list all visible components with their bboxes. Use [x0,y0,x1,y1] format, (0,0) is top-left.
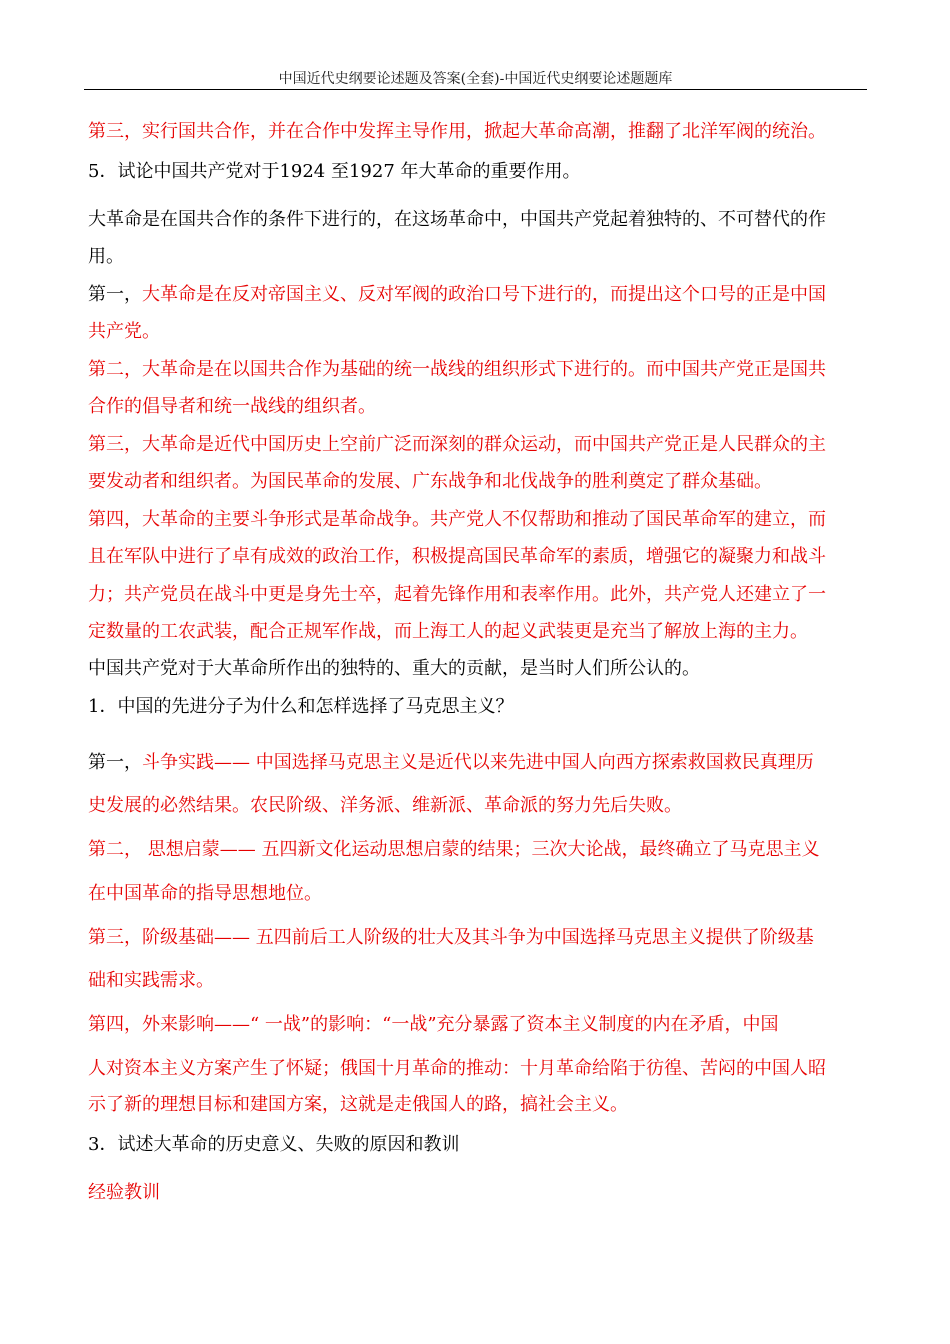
text-line [88,751,814,775]
question-heading: 5．试论中国共产党对于1924 至1927 年大革命的重要作用。 [88,161,581,182]
text-line: 第二，大革命是在以国共合作为基础的统一战线的组织形式下进行的。而中国共产党正是国共 [88,359,826,380]
question-heading: 1．中国的先进分子为什么和怎样选择了马克思主义？ [88,696,514,717]
text-line: 础和实践需求。 [88,970,214,991]
text-line: 共产党。 [88,321,160,342]
text-line: 史发展的必然结果。农民阶级、洋务派、维新派、革命派的努力先后失败。 [88,795,682,816]
text-line: 第四，大革命的主要斗争形式是革命战争。共产党人不仅帮助和推动了国民革命军的建立，而 [88,509,826,530]
text-line [88,283,826,307]
text-line: 第三，阶级基础—— 五四前后工人阶级的壮大及其斗争为中国选择马克思主义提供了阶级基 [88,927,814,948]
text-line: 人对资本主义方案产生了怀疑；俄国十月革命的推动：十月革命给陷于彷徨、苦闷的中国人昭 [88,1058,826,1079]
text-line: 第三，实行国共合作，并在合作中发挥主导作用，掀起大革命高潮，推翻了北洋军阀的统治。 [88,121,826,142]
text-line: 中国共产党对于大革命所作出的独特的、重大的贡献，是当时人们所公认的。 [88,658,700,679]
text-line: 第二， 思想启蒙—— 五四新文化运动思想启蒙的结果；三次大论战，最终确立了马克思主义 [88,839,820,860]
text-line: 力；共产党员在战斗中更是身先士卒，起着先锋作用和表率作用。此外，共产党人还建立了一 [88,584,826,605]
line-prefix: 第一， [88,284,142,305]
line-prefix: 第一， [88,752,142,773]
text-line: 第四，外来影响——“ 一战”的影响：“一战”充分暴露了资本主义制度的内在矛盾，中国 [88,1014,779,1035]
text-line: 要发动者和组织者。为国民革命的发展、广东战争和北伐战争的胜利奠定了群众基础。 [88,471,772,492]
text-line: 且在军队中进行了卓有成效的政治工作，积极提高国民革命军的素质，增强它的凝聚力和战斗 [88,546,826,567]
text-line: 示了新的理想目标和建国方案，这就是走俄国人的路，搞社会主义。 [88,1094,628,1115]
text-line: 第三，大革命是近代中国历史上空前广泛而深刻的群众运动，而中国共产党正是人民群众的主 [88,434,826,455]
section-label: 经验教训 [88,1182,160,1203]
text-line: 定数量的工农武装，配合正规军作战，而上海工人的起义武装更是充当了解放上海的主力。 [88,621,808,642]
text-line: 大革命是在国共合作的条件下进行的，在这场革命中，中国共产党起着独特的、不可替代的作 [88,209,826,230]
header-divider [84,89,867,90]
line-body: 大革命是在反对帝国主义、反对军阀的政治口号下进行的，而提出这个口号的正是中国 [142,284,826,305]
question-heading: 3．试述大革命的历史意义、失败的原因和教训 [88,1134,460,1155]
page-header: 中国近代史纲要论述题及答案(全套)-中国近代史纲要论述题题库 [278,71,673,87]
text-line: 在中国革命的指导思想地位。 [88,883,322,904]
text-line: 用。 [88,246,124,267]
text-line: 合作的倡导者和统一战线的组织者。 [88,396,376,417]
line-body: 斗争实践—— 中国选择马克思主义是近代以来先进中国人向西方探索救国救民真理历 [142,752,814,773]
